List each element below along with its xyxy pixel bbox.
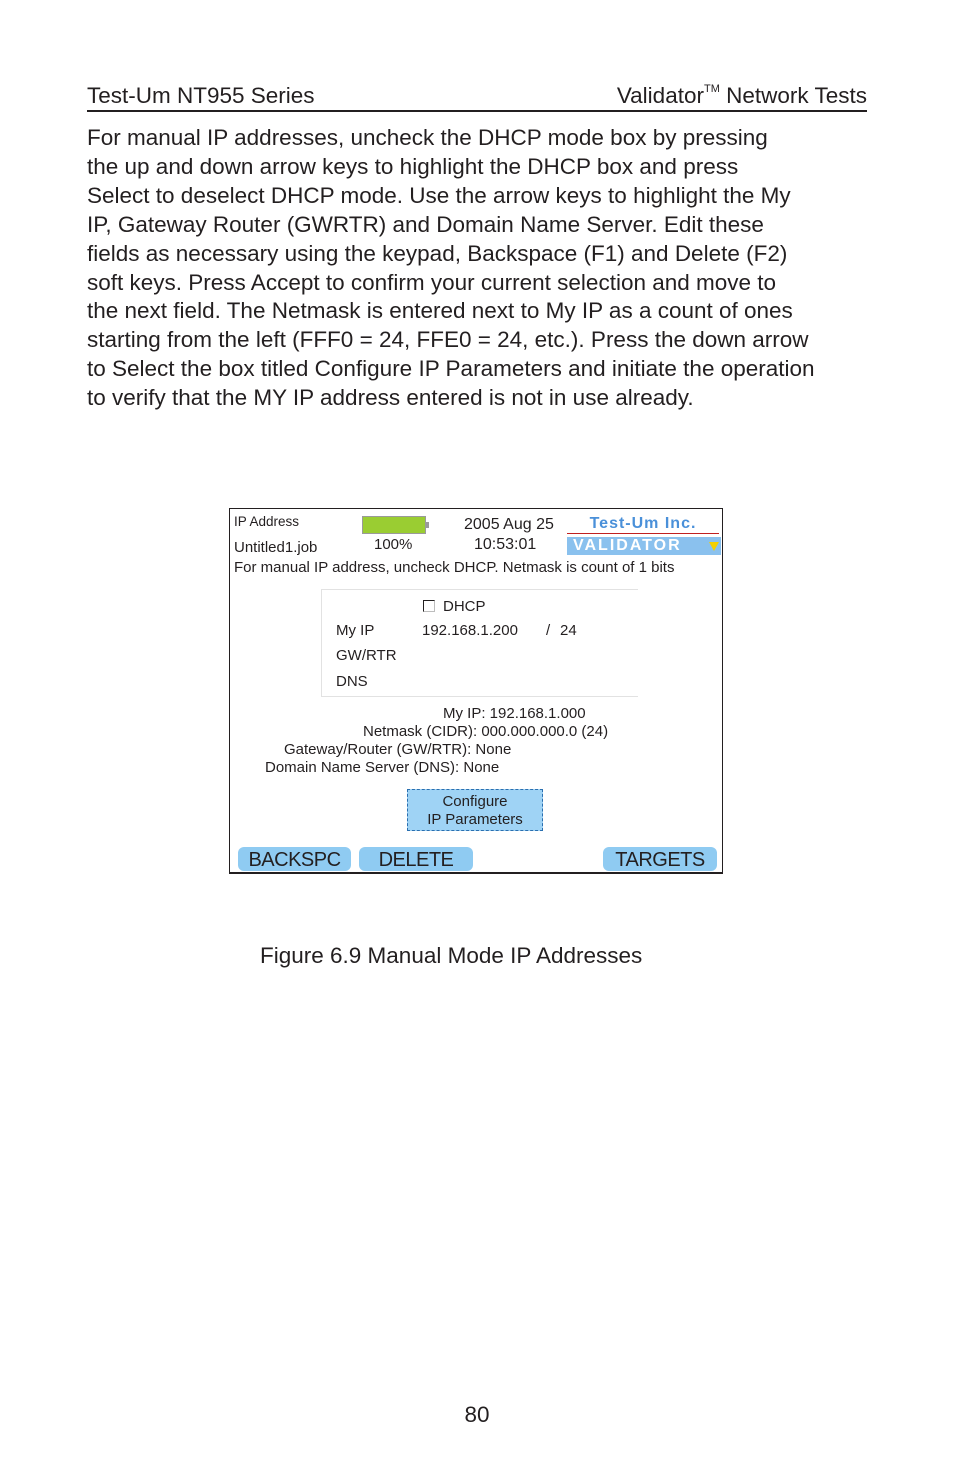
dropdown-arrow-icon[interactable] (709, 542, 719, 551)
header-section-title (617, 83, 867, 109)
battery-cap (426, 522, 429, 528)
brand-company: Test-Um Inc. (567, 515, 719, 534)
header-series-title: Test-Um NT955 Series (87, 83, 315, 108)
delete-softkey[interactable]: DELETE (359, 847, 473, 871)
netmask-separator: / (546, 622, 551, 639)
body-paragraph (87, 124, 872, 413)
brand-product: VALIDATOR (567, 537, 721, 555)
configure-ip-parameters-button[interactable] (407, 789, 543, 831)
summary-dns: Domain Name Server (DNS): None (265, 759, 500, 776)
body-line: to verify that the MY IP address entered is not in use already. (87, 385, 694, 411)
body-line: the up and down arrow keys to highlight the DHCP box and press (87, 153, 739, 179)
figure-caption: Figure 6.9 Manual Mode IP Addresses (260, 943, 643, 968)
device-screen (229, 508, 723, 874)
configure-button-line1: Configure (442, 793, 508, 810)
body-line: fields as necessary using the keypad, Backspace (F1) and Delete (F2) (87, 240, 788, 266)
myip-field[interactable]: 192.168.1.200 (422, 622, 518, 639)
trademark-mark: TM (703, 83, 720, 95)
page-number: 80 (464, 1402, 490, 1427)
body-line: the next field. The Netmask is entered next to My IP as a count of ones (87, 298, 793, 324)
netmask-field[interactable]: 24 (560, 622, 577, 639)
summary-netmask: Netmask (CIDR): 000.000.000.0 (24) (363, 723, 609, 740)
battery-percent: 100% (374, 536, 413, 553)
summary-gateway: Gateway/Router (GW/RTR): None (284, 741, 512, 758)
body-line: to Select the box titled Configure IP Parameters and initiate the operation (87, 356, 815, 382)
screen-date: 2005 Aug 25 (464, 516, 554, 533)
header-validator: Validator (616, 83, 704, 108)
dns-label[interactable]: DNS (336, 673, 368, 690)
backspace-softkey[interactable]: BACKSPC (238, 847, 351, 871)
instruction-text: For manual IP address, uncheck DHCP. Netmask is count of 1 bits (234, 559, 675, 576)
ip-form-panel (321, 589, 638, 697)
battery-icon (362, 516, 426, 534)
gateway-label[interactable]: GW/RTR (336, 647, 397, 664)
body-line: Select to deselect DHCP mode. Use the arrow keys to highlight the My (87, 182, 791, 208)
battery-fill (363, 517, 425, 533)
header-network-tests: Network Tests (719, 83, 867, 108)
configure-button-line2: IP Parameters (427, 811, 523, 828)
body-line: IP, Gateway Router (GWRTR) and Domain Name Server. Edit these (87, 211, 764, 237)
body-line: For manual IP addresses, uncheck the DHCP mode box by pressing (87, 125, 768, 150)
body-line: soft keys. Press Accept to confirm your current selection and move to (87, 269, 777, 295)
job-filename: Untitled1.job (234, 539, 318, 556)
myip-label: My IP (336, 622, 375, 639)
page-header (87, 80, 867, 112)
summary-myip: My IP: 192.168.1.000 (443, 705, 586, 722)
targets-softkey[interactable]: TARGETS (603, 847, 717, 871)
screen-title: IP Address (234, 514, 300, 529)
screen-bottom-divider (230, 872, 722, 873)
dhcp-checkbox[interactable] (423, 600, 435, 612)
dhcp-label: DHCP (443, 598, 486, 615)
body-line: starting from the left (FFF0 = 24, FFE0 = 24, etc.). Press the down arrow (87, 327, 809, 353)
screen-time: 10:53:01 (474, 536, 537, 553)
